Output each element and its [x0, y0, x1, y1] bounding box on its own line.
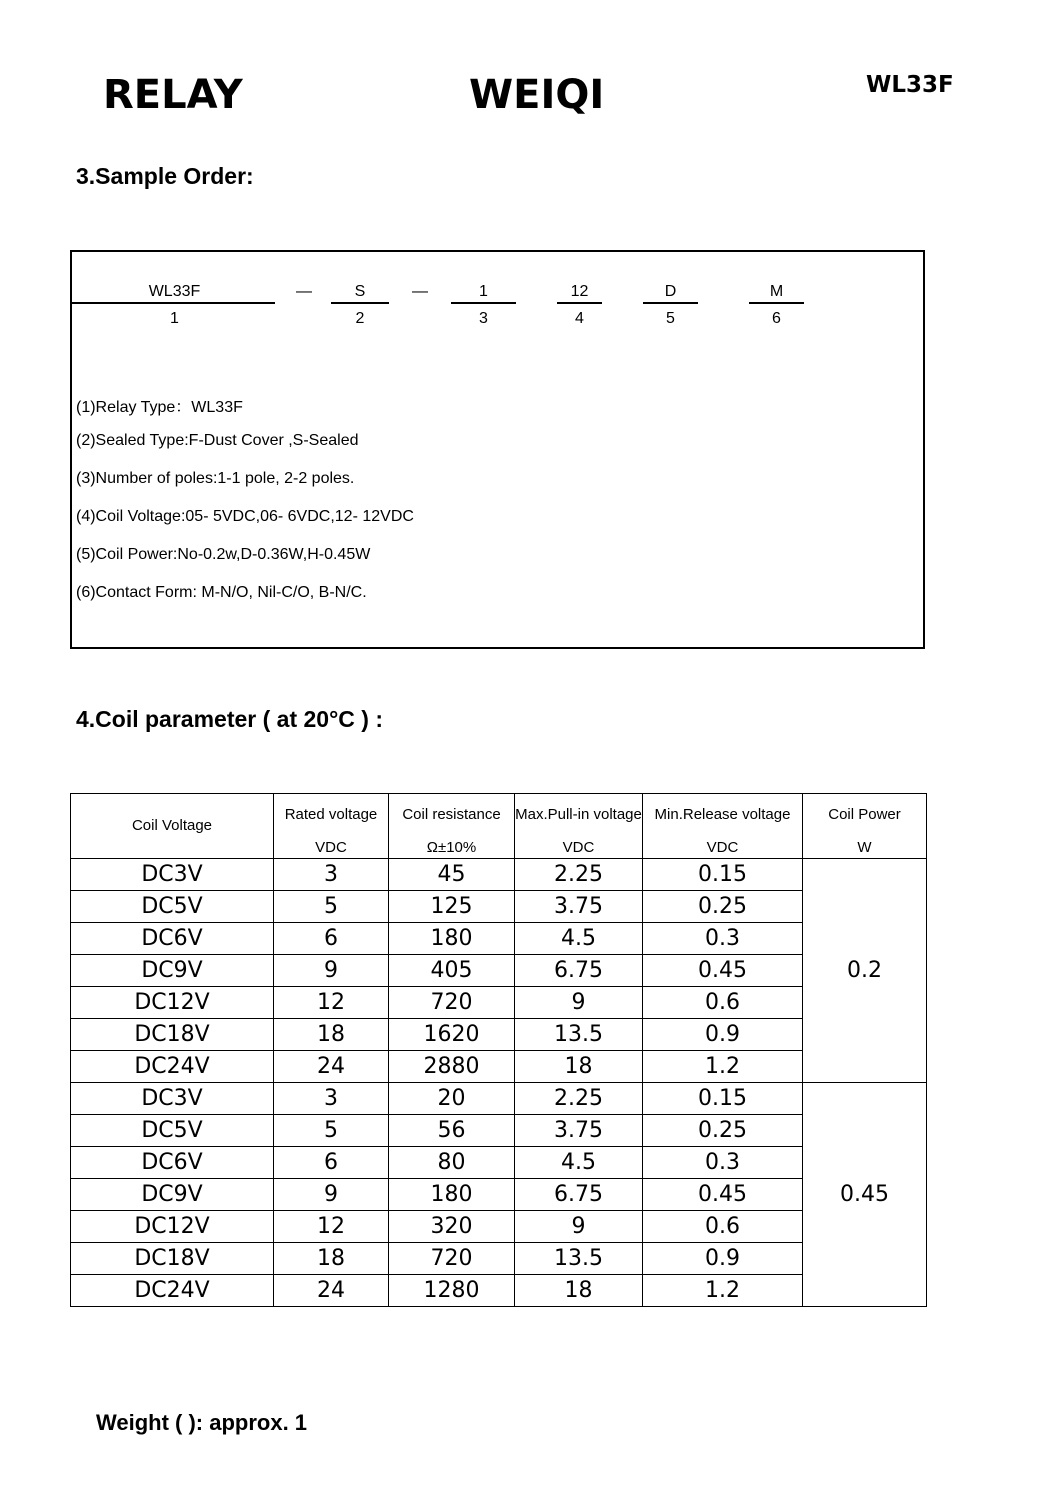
coil-voltage-cell: DC3V	[71, 1083, 274, 1115]
coil-voltage-cell: DC5V	[71, 1115, 274, 1147]
code-underline-6	[749, 302, 804, 304]
coil-resistance-cell: 720	[389, 987, 515, 1019]
header-brand: WEIQI	[469, 72, 605, 118]
coil-resistance-cell: 1620	[389, 1019, 515, 1051]
code-part-6: M	[769, 283, 784, 300]
code-separator-1: —	[296, 283, 312, 300]
coil-voltage-cell: DC12V	[71, 987, 274, 1019]
description-line: (5)Coil Power:No-0.2w,D-0.36W,H-0.45W	[76, 546, 371, 563]
description-line: (4)Coil Voltage:05- 5VDC,06- 6VDC,12- 12VDC	[76, 508, 414, 525]
release-voltage-cell: 0.15	[643, 859, 803, 891]
rated-voltage-cell: 24	[274, 1051, 389, 1083]
table-row	[71, 1179, 927, 1211]
pull-in-voltage-cell: 9	[515, 1211, 643, 1243]
release-voltage-cell: 1.2	[643, 1051, 803, 1083]
rated-voltage-cell: 18	[274, 1019, 389, 1051]
description-line: (6)Contact Form: M-N/O, Nil-C/O, B-N/C.	[76, 584, 367, 601]
table-row	[71, 1243, 927, 1275]
description-line: (3)Number of poles:1-1 pole, 2-2 poles.	[76, 470, 355, 487]
cut-off-heading	[96, 1410, 336, 1435]
pull-in-voltage-cell: 4.5	[515, 923, 643, 955]
header-unit: VDC	[706, 839, 739, 856]
code-underline-3	[451, 302, 516, 304]
header-coil-voltage: Coil Voltage	[71, 794, 274, 859]
table-row	[71, 1051, 927, 1083]
header-label: Max.Pull-in voltage	[515, 806, 642, 823]
rated-voltage-cell: 12	[274, 987, 389, 1019]
coil-resistance-cell: 1280	[389, 1275, 515, 1307]
release-voltage-cell: 0.3	[643, 923, 803, 955]
description-line: (1)Relay Type：WL33F	[76, 399, 243, 416]
pull-in-voltage-cell: 13.5	[515, 1019, 643, 1051]
coil-resistance-cell: 320	[389, 1211, 515, 1243]
rated-voltage-cell: 12	[274, 1211, 389, 1243]
code-part-1: WL33F	[148, 283, 201, 300]
table-header-row	[71, 794, 927, 859]
coil-power-cell: 0.45	[803, 1083, 927, 1307]
coil-resistance-cell: 405	[389, 955, 515, 987]
rated-voltage-cell: 6	[274, 1147, 389, 1179]
rated-voltage-cell: 9	[274, 955, 389, 987]
table-row	[71, 1275, 927, 1307]
release-voltage-cell: 0.25	[643, 1115, 803, 1147]
coil-voltage-cell: DC6V	[71, 923, 274, 955]
code-part-3: 1	[479, 283, 488, 300]
code-underline-2	[331, 302, 389, 304]
table-row	[71, 1019, 927, 1051]
header-min-release-voltage	[643, 794, 803, 859]
table-row	[71, 923, 927, 955]
pull-in-voltage-cell: 13.5	[515, 1243, 643, 1275]
coil-parameter-table	[70, 793, 927, 1307]
coil-voltage-cell: DC3V	[71, 859, 274, 891]
coil-resistance-cell: 125	[389, 891, 515, 923]
table-row	[71, 955, 927, 987]
release-voltage-cell: 0.9	[643, 1019, 803, 1051]
release-voltage-cell: 0.45	[643, 1179, 803, 1211]
table-row	[71, 987, 927, 1019]
code-part-5: D	[664, 283, 677, 300]
table-row	[71, 859, 927, 891]
table-row	[71, 1147, 927, 1179]
header-label: Coil resistance	[402, 806, 501, 823]
release-voltage-cell: 0.6	[643, 987, 803, 1019]
code-part-2: S	[354, 283, 366, 300]
release-voltage-cell: 0.9	[643, 1243, 803, 1275]
coil-voltage-cell: DC24V	[71, 1275, 274, 1307]
coil-voltage-cell: DC9V	[71, 955, 274, 987]
description-line: (2)Sealed Type:F-Dust Cover ,S-Sealed	[76, 432, 359, 449]
code-underline-5	[643, 302, 698, 304]
code-num-5: 5	[666, 310, 675, 327]
pull-in-voltage-cell: 3.75	[515, 1115, 643, 1147]
rated-voltage-cell: 9	[274, 1179, 389, 1211]
pull-in-voltage-cell: 2.25	[515, 859, 643, 891]
release-voltage-cell: 0.3	[643, 1147, 803, 1179]
coil-resistance-cell: 180	[389, 923, 515, 955]
table-row	[71, 891, 927, 923]
rated-voltage-cell: 6	[274, 923, 389, 955]
coil-resistance-cell: 45	[389, 859, 515, 891]
rated-voltage-cell: 3	[274, 859, 389, 891]
header-rated-voltage	[274, 794, 389, 859]
header-label: Min.Release voltage	[654, 806, 791, 823]
coil-resistance-cell: 20	[389, 1083, 515, 1115]
release-voltage-cell: 1.2	[643, 1275, 803, 1307]
rated-voltage-cell: 24	[274, 1275, 389, 1307]
header-unit: W	[857, 839, 872, 856]
pull-in-voltage-cell: 9	[515, 987, 643, 1019]
sample-order-title: 3.Sample Order:	[76, 163, 254, 189]
header-unit: VDC	[562, 839, 595, 856]
pull-in-voltage-cell: 18	[515, 1051, 643, 1083]
coil-resistance-cell: 80	[389, 1147, 515, 1179]
header-coil-power	[803, 794, 927, 859]
coil-voltage-cell: DC24V	[71, 1051, 274, 1083]
header-model: WL33F	[866, 72, 954, 98]
coil-voltage-cell: DC18V	[71, 1019, 274, 1051]
coil-resistance-cell: 180	[389, 1179, 515, 1211]
header-relay: RELAY	[103, 72, 243, 118]
coil-power-cell: 0.2	[803, 859, 927, 1083]
header-label: Coil Power	[828, 806, 901, 823]
rated-voltage-cell: 18	[274, 1243, 389, 1275]
pull-in-voltage-cell: 4.5	[515, 1147, 643, 1179]
coil-resistance-cell: 720	[389, 1243, 515, 1275]
table-row	[71, 1083, 927, 1115]
code-num-3: 3	[479, 310, 488, 327]
sample-order-box	[70, 250, 925, 649]
rated-voltage-cell: 3	[274, 1083, 389, 1115]
code-underline-1	[72, 302, 275, 304]
code-part-4: 12	[570, 283, 589, 300]
code-num-2: 2	[355, 310, 365, 327]
coil-resistance-cell: 56	[389, 1115, 515, 1147]
coil-voltage-cell: DC5V	[71, 891, 274, 923]
cut-off-heading-text: Weight ( ): approx. 1	[96, 1410, 308, 1435]
coil-voltage-cell: DC6V	[71, 1147, 274, 1179]
code-underline-4	[557, 302, 602, 304]
release-voltage-cell: 0.25	[643, 891, 803, 923]
table-row	[71, 1211, 927, 1243]
pull-in-voltage-cell: 3.75	[515, 891, 643, 923]
rated-voltage-cell: 5	[274, 891, 389, 923]
pull-in-voltage-cell: 6.75	[515, 955, 643, 987]
header-unit: Ω±10%	[426, 839, 477, 856]
code-num-4: 4	[575, 310, 584, 327]
release-voltage-cell: 0.6	[643, 1211, 803, 1243]
coil-voltage-cell: DC9V	[71, 1179, 274, 1211]
release-voltage-cell: 0.45	[643, 955, 803, 987]
code-separator-2: —	[412, 283, 428, 300]
coil-voltage-cell: DC12V	[71, 1211, 274, 1243]
pull-in-voltage-cell: 6.75	[515, 1179, 643, 1211]
header-unit: VDC	[315, 839, 347, 856]
table-row	[71, 1115, 927, 1147]
pull-in-voltage-cell: 18	[515, 1275, 643, 1307]
header-max-pull-in-voltage	[515, 794, 643, 859]
code-num-6: 6	[772, 310, 781, 327]
rated-voltage-cell: 5	[274, 1115, 389, 1147]
coil-voltage-cell: DC18V	[71, 1243, 274, 1275]
pull-in-voltage-cell: 2.25	[515, 1083, 643, 1115]
header-coil-resistance	[389, 794, 515, 859]
coil-parameter-title: 4.Coil parameter ( at 20°C ) :	[76, 706, 384, 732]
header-label: Rated voltage	[284, 806, 378, 823]
coil-resistance-cell: 2880	[389, 1051, 515, 1083]
code-num-1: 1	[170, 310, 179, 327]
release-voltage-cell: 0.15	[643, 1083, 803, 1115]
